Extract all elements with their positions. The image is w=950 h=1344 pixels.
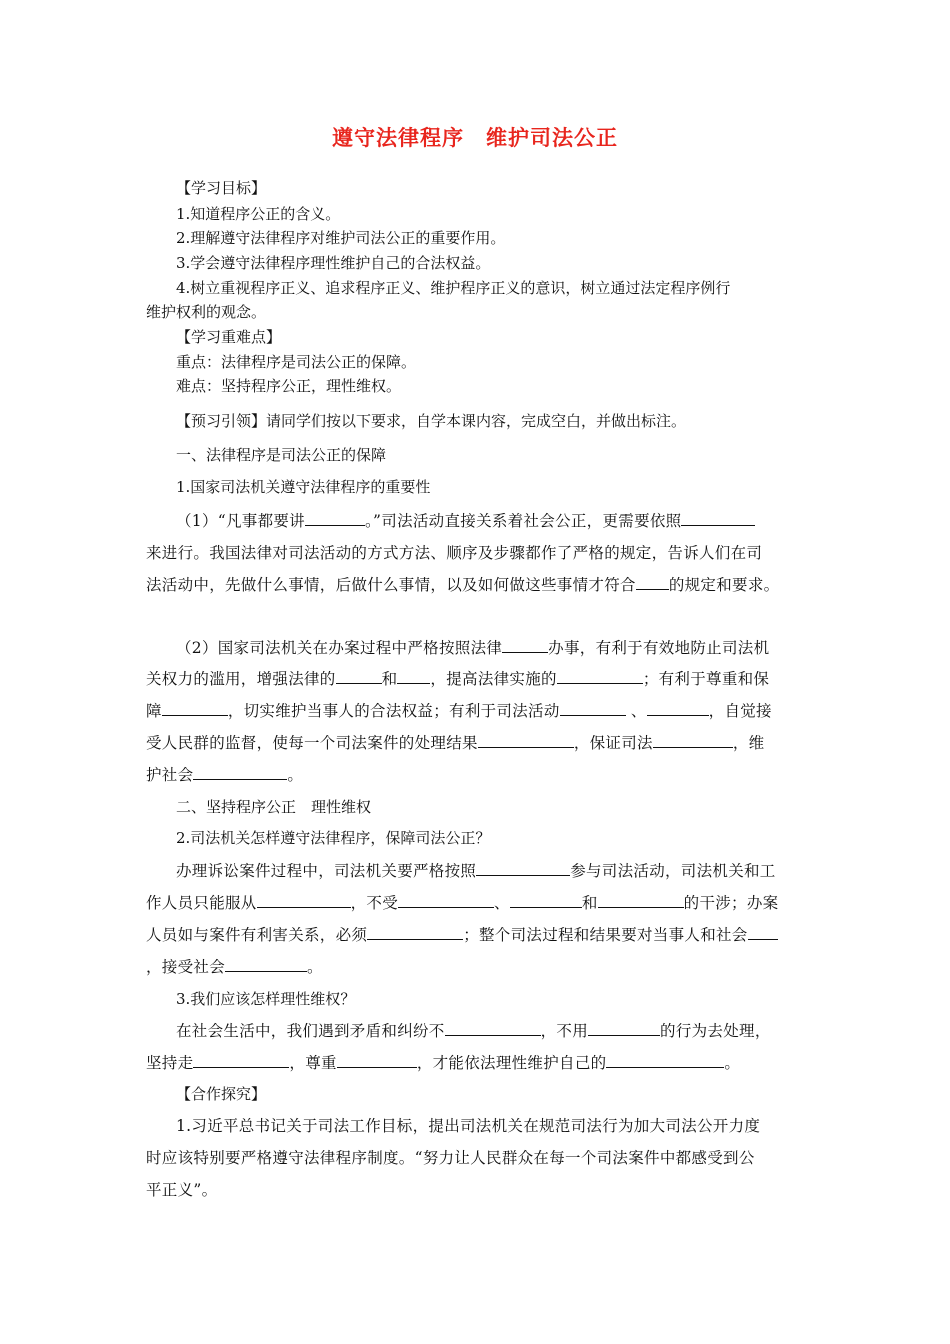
answer-blank [588, 1020, 660, 1036]
sub-heading-3: 3.我们应该怎样理性维权？ [176, 990, 356, 1008]
fill-line [176, 510, 755, 531]
cooperate-line: 平正义”。 [146, 1181, 218, 1199]
goal-item: 4.树立重视程序正义、追求程序正义、维护程序正义的意识，树立通过法定程序例行 [176, 279, 731, 297]
line-text: ，保证司法 [573, 734, 653, 752]
fill-line [176, 860, 776, 881]
line-text: ，不用 [540, 1022, 589, 1040]
line-text: 受人民群的监督，使每一个司法案件的处理结果 [146, 734, 478, 752]
line-text: ；整个司法过程和结果要对当事人和社会 [463, 926, 748, 944]
answer-blank [257, 892, 351, 908]
cooperate-heading: 【合作探究】 [176, 1085, 267, 1103]
sub-heading-1: 1.国家司法机关遵守法律程序的重要性 [176, 478, 431, 496]
cooperate-line: 1.习近平总书记关于司法工作目标，提出司法机关在规范司法行为加大司法公开力度 [176, 1117, 761, 1135]
line-text: 、 [625, 702, 647, 720]
line-text: 的干涉；办案 [683, 894, 779, 912]
answer-blank [557, 668, 643, 684]
answer-blank [647, 700, 709, 716]
line-text: 和 [381, 670, 398, 688]
answer-blank [476, 860, 570, 876]
line-text: 、 [494, 894, 510, 912]
line-text: ，提高法律实施的 [430, 670, 557, 688]
answer-blank [653, 732, 733, 748]
section-heading-1: 一、法律程序是司法公正的保障 [176, 446, 387, 464]
line-text: 办事，有利于有效地防止司法机 [548, 639, 770, 657]
line-text: 的规定和要求。 [668, 576, 780, 594]
preview-line [176, 411, 686, 431]
answer-blank [397, 668, 430, 684]
line-text: 的行为去处理， [660, 1022, 771, 1040]
fill-line [146, 764, 303, 785]
line-text: （2）国家司法机关在办案过程中严格按照法律 [176, 639, 503, 657]
line-text: 。 [307, 958, 323, 976]
focus-text: 重点：法律程序是司法公正的保障。 [176, 353, 417, 371]
answer-blank [225, 956, 307, 972]
answer-blank [510, 892, 582, 908]
line-text: 法活动中，先做什么事情，后做什么事情，以及如何做这些事情才符合 [146, 576, 636, 594]
fill-line [176, 1020, 771, 1041]
answer-blank [193, 764, 287, 780]
answer-blank [337, 1052, 417, 1068]
fill-line [176, 637, 769, 658]
preview-heading: 【预习引领】 [176, 412, 267, 430]
line-text: 障 [146, 702, 162, 720]
line-text: ，才能依法理性维护自己的 [416, 1054, 607, 1072]
section-heading-2: 二、坚持程序公正 理性维权 [176, 798, 372, 816]
key-points-heading: 【学习重难点】 [176, 328, 282, 346]
answer-blank [606, 1052, 724, 1068]
line-text: 坚持走 [146, 1054, 194, 1072]
line-text: 作人员只能服从 [146, 894, 257, 912]
line-text: 护社会 [146, 766, 194, 784]
line-text: ，接受社会 [146, 958, 226, 976]
goal-item: 1.知道程序公正的含义。 [176, 205, 341, 223]
fill-line [146, 892, 778, 913]
preview-intro: 请同学们按以下要求，自学本课内容，完成空白，并做出标注。 [266, 412, 687, 430]
sub-heading-2: 2.司法机关怎样遵守法律程序，保障司法公正？ [176, 829, 491, 847]
line-text: 。 [724, 1054, 741, 1072]
answer-blank [560, 700, 626, 716]
line-text: 。”司法活动直接关系着社会公正，更需要依照 [365, 512, 682, 530]
answer-blank [305, 510, 365, 526]
answer-blank [748, 924, 778, 940]
line-text: ，自觉接 [708, 702, 772, 720]
line-text: ，不受 [350, 894, 399, 912]
fill-line [146, 956, 323, 977]
line-text: 在社会生活中，我们遇到矛盾和纠纷不 [176, 1022, 445, 1040]
answer-blank [681, 510, 755, 526]
line-text: ，切实维护当事人的合法权益；有利于司法活动 [227, 702, 560, 720]
answer-blank [367, 924, 463, 940]
answer-blank [398, 892, 494, 908]
line-text: ；有利于尊重和保 [642, 670, 770, 688]
fill-line [146, 700, 772, 721]
answer-blank [478, 732, 574, 748]
answer-blank [193, 1052, 289, 1068]
answer-blank [598, 892, 684, 908]
line-text: 。 [287, 766, 304, 784]
fill-line [146, 924, 778, 945]
fill-line [146, 732, 764, 753]
goal-item: 维护权利的观念。 [146, 303, 267, 321]
answer-blank [636, 574, 669, 590]
line-text: 关权力的滥用，增强法律的 [146, 670, 336, 688]
line-text: 参与司法活动，司法机关和工 [570, 862, 776, 880]
line-text: ，维 [732, 734, 765, 752]
line-text: 和 [581, 894, 598, 912]
fill-line [146, 543, 762, 563]
fill-line [146, 668, 769, 689]
line-text: 来进行。我国法律对司法活动的方式方法、顺序及步骤都作了严格的规定，告诉人们在司 [146, 544, 763, 562]
line-text: 办理诉讼案件过程中，司法机关要严格按照 [176, 862, 477, 880]
answer-blank [336, 668, 382, 684]
cooperate-line: 时应该特别要严格遵守法律程序制度。“努力让人民群众在每一个司法案件中都感受到公 [146, 1149, 755, 1167]
fill-line [146, 574, 779, 595]
answer-blank [445, 1020, 541, 1036]
goal-item: 2.理解遵守法律程序对维护司法公正的重要作用。 [176, 229, 506, 247]
answer-blank [162, 700, 228, 716]
document-title: 遵守法律程序 维护司法公正 [332, 126, 618, 150]
line-text: 人员如与案件有利害关系，必须 [146, 926, 368, 944]
answer-blank [502, 637, 548, 653]
line-text: （1）“凡事都要讲 [176, 512, 305, 530]
difficulty-text: 难点：坚持程序公正，理性维权。 [176, 377, 402, 395]
goal-item: 3.学会遵守法律程序理性维护自己的合法权益。 [176, 254, 491, 272]
goals-heading: 【学习目标】 [176, 179, 267, 197]
line-text: ，尊重 [289, 1054, 337, 1072]
fill-line [146, 1052, 740, 1073]
